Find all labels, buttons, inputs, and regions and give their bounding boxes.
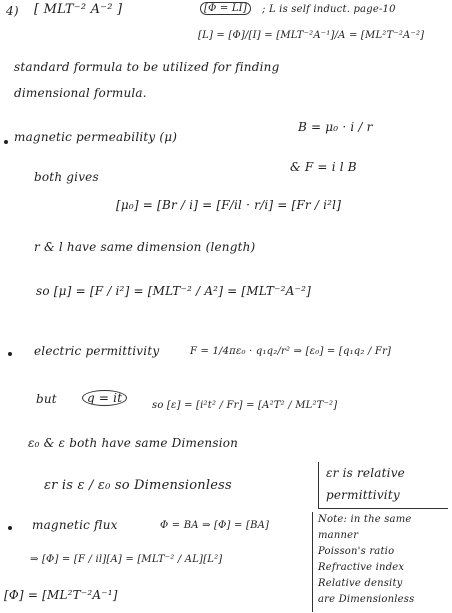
dimensionless-note: Relative density [318, 578, 403, 589]
magnetic-field-formula: B = μ₀ · i / r [298, 120, 373, 134]
mu-dimension-result: so [μ] = [F / i²] = [MLT⁻² / A²] = [MLT⁻²A⁻²] [36, 284, 311, 298]
note-divider [318, 508, 448, 509]
magnetic-flux-heading: magnetic flux [32, 518, 118, 532]
question-number: 4) [6, 4, 19, 18]
flux-equation: Φ = BA ⇒ [Φ] = [BA] [160, 520, 270, 531]
both-gives-text: both gives [34, 170, 99, 184]
self-induction-note: ; L is self induct. page-10 [262, 4, 396, 15]
note-divider [312, 512, 313, 612]
relative-permittivity-note: permittivity [326, 488, 400, 502]
flux-dimension-result: [Φ] = [ML²T⁻²A⁻¹] [4, 588, 118, 602]
dimensional-formula-line: dimensional formula. [14, 86, 147, 100]
flux-dimension-derivation: ⇒ [Φ] = [F / il][A] = [MLT⁻² / AL][L²] [30, 554, 223, 565]
permittivity-heading: electric permittivity [34, 344, 160, 358]
dimensionless-note: are Dimensionless [318, 594, 415, 605]
but-text: but [36, 392, 57, 406]
mu0-dimension-equation: [μ₀] = [Br / i] = [F/il · r/i] = [Fr / i²l] [116, 198, 342, 212]
charge-current-relation: q = it [82, 390, 127, 406]
dimension-expression: [ MLT⁻² A⁻² ] [34, 2, 123, 17]
inductance-dimension-formula: [L] = [Φ]/[I] = [MLT⁻²A⁻¹]/A = [ML²T⁻²A⁻²] [198, 30, 425, 41]
boxed-flux-relation: [Φ = LI] [200, 2, 251, 15]
standard-formula-line: standard formula to be utilized for finding [14, 60, 280, 74]
epsilon-same-dimension-note: ε₀ & ε both have same Dimension [28, 436, 239, 450]
coulomb-law-equation: F = 1/4πε₀ · q₁q₂/r² ⇒ [ε₀] = [q₁q₂ / Fr] [190, 346, 392, 357]
dimensionless-note: Refractive index [318, 562, 405, 573]
dimensionless-note: manner [318, 530, 359, 541]
epsilon-dimension-equation: so [ε] = [i²t² / Fr] = [A²T² / ML²T⁻²] [152, 400, 338, 411]
dimensionless-note: Note: in the same [318, 514, 412, 525]
dimensionless-note: Poisson's ratio [318, 546, 395, 557]
bullet [4, 140, 8, 144]
permeability-heading: magnetic permeability (μ) [14, 130, 178, 144]
same-dimension-length-note: r & l have same dimension (length) [34, 240, 256, 254]
bullet [8, 352, 12, 356]
relative-permittivity-dimensionless: εr is ε / ε₀ so Dimensionless [44, 478, 232, 493]
bullet [8, 526, 12, 530]
note-divider [318, 462, 319, 508]
relative-permittivity-note: εr is relative [326, 466, 405, 480]
force-formula: & F = i l B [290, 160, 357, 174]
